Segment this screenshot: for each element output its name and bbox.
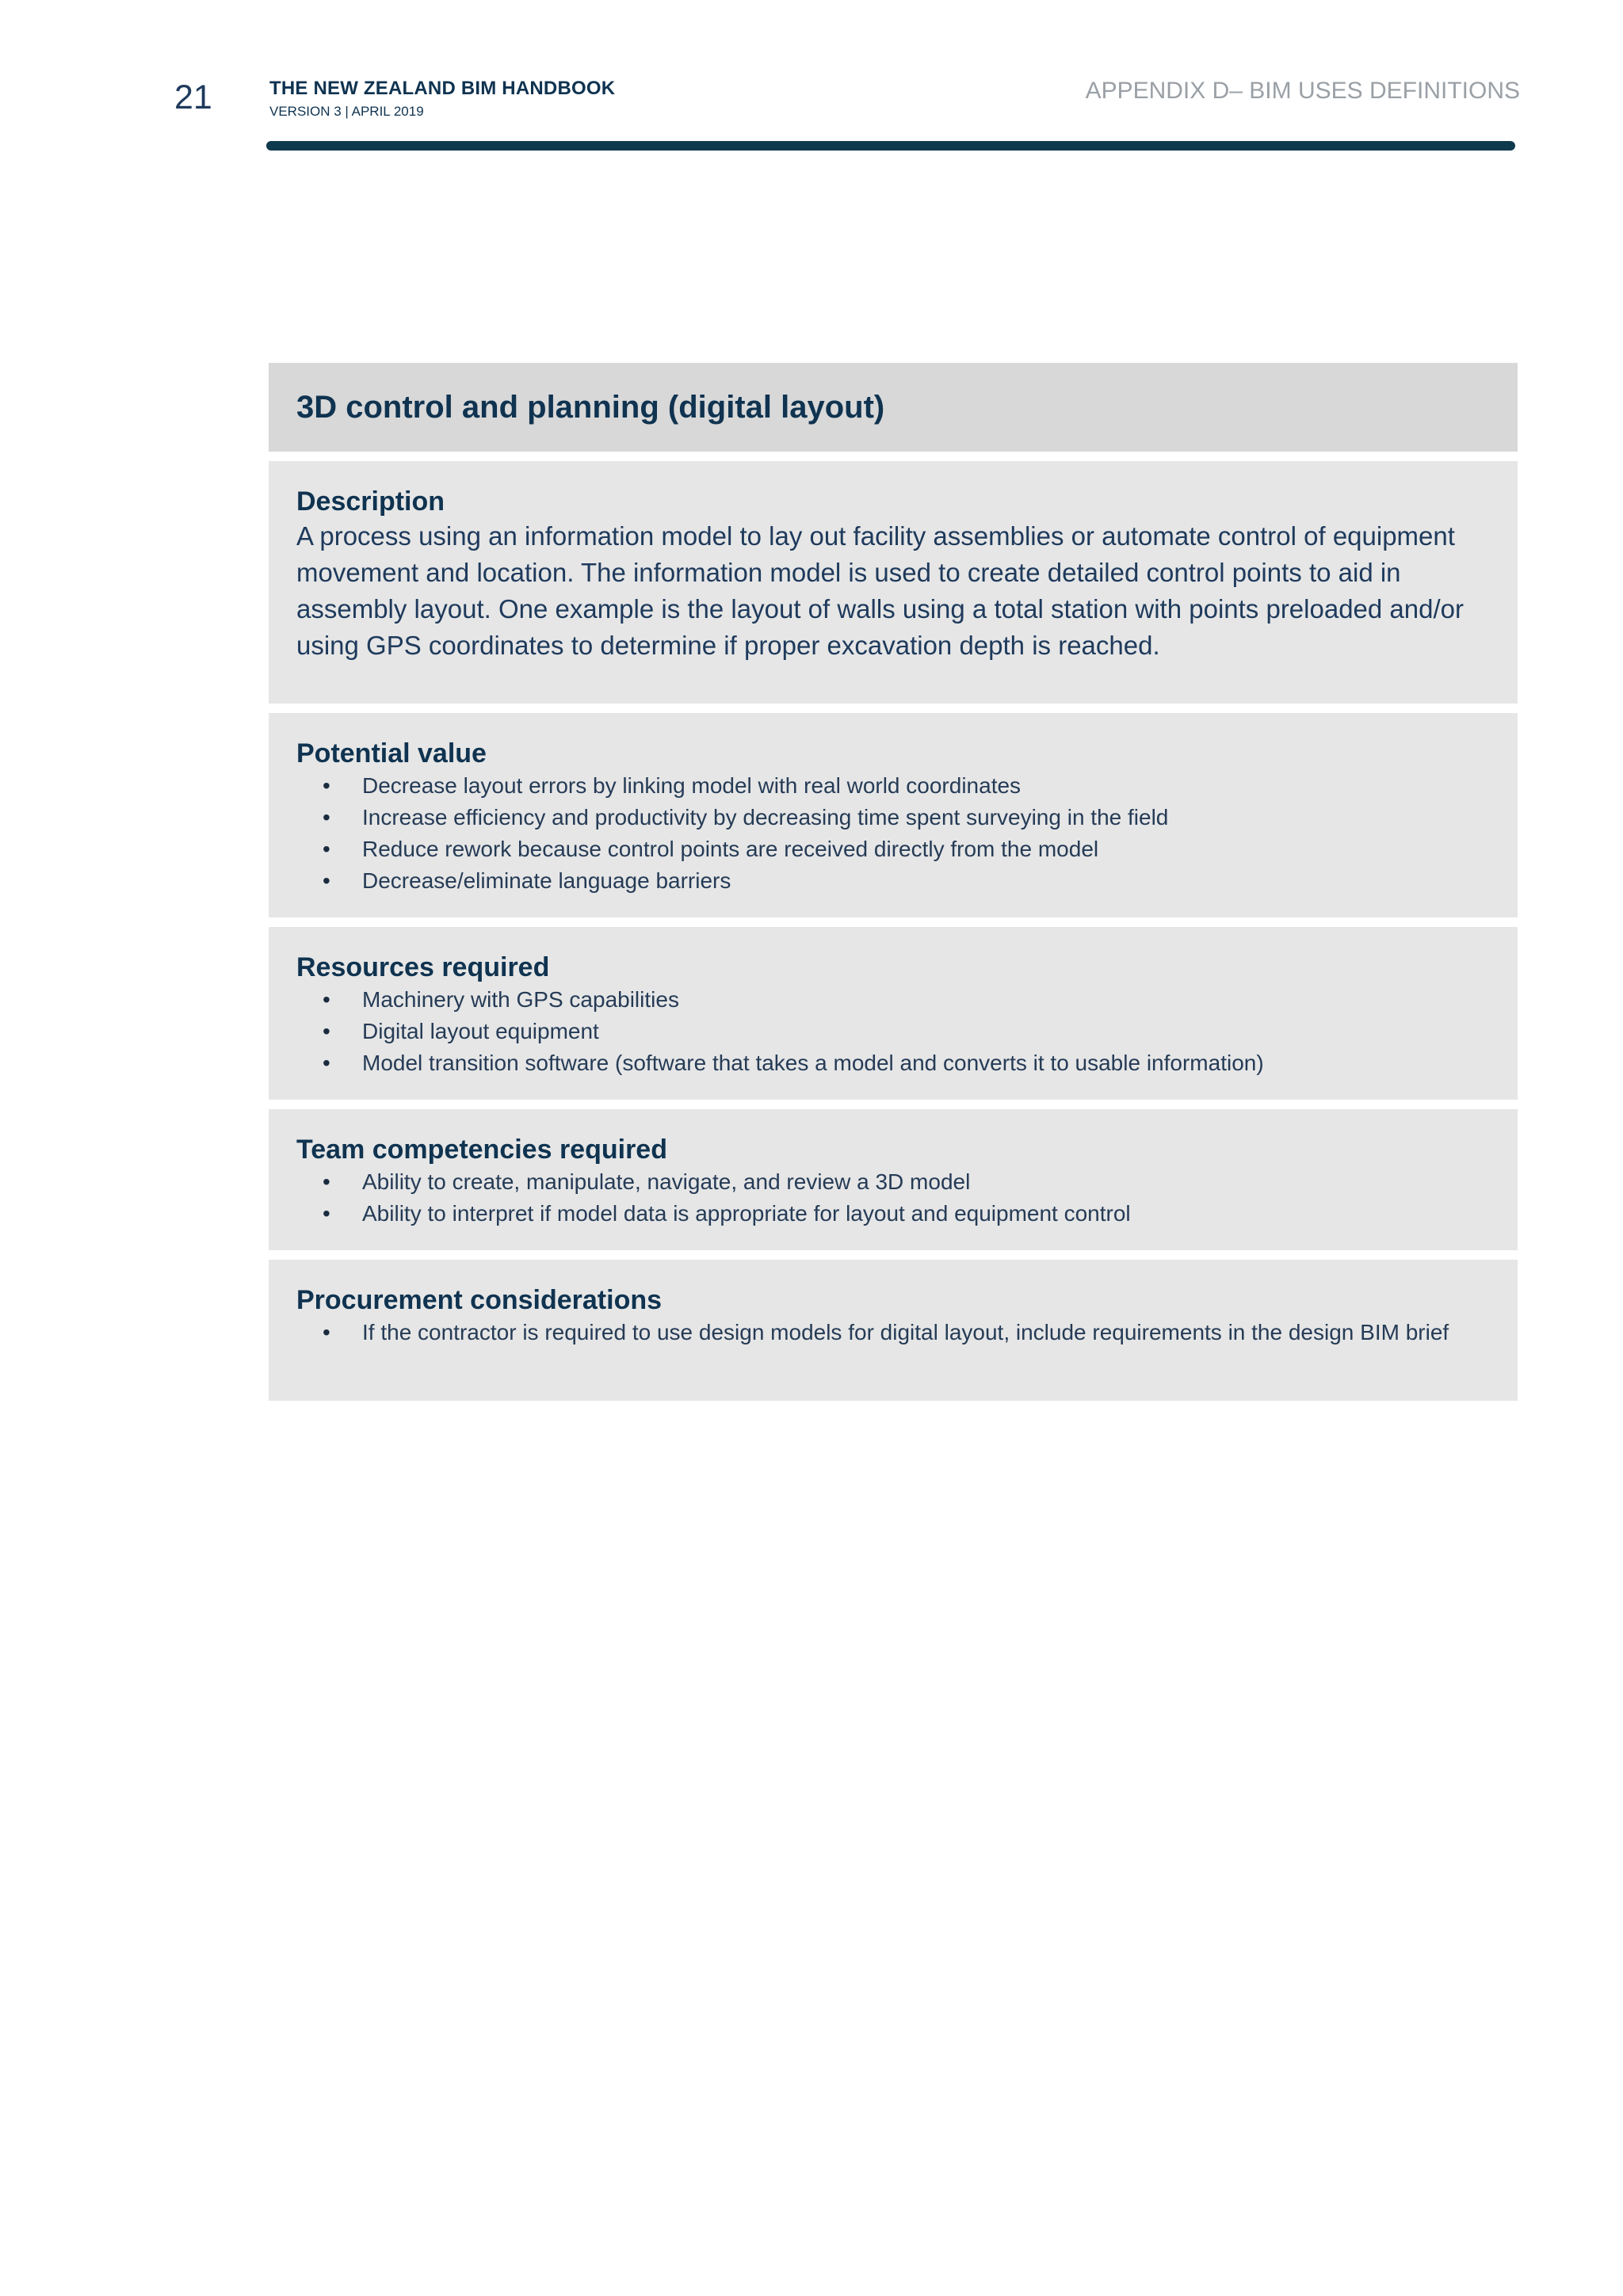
description-heading: Description: [296, 486, 445, 517]
list-item-text: Machinery with GPS capabilities: [362, 987, 679, 1012]
description-section: [269, 461, 1518, 704]
list-item-text: Digital layout equipment: [362, 1019, 599, 1043]
list-item: [296, 770, 1490, 802]
team-competencies-list: [296, 1166, 1490, 1230]
list-item-text: Reduce rework because control points are received directly from the model: [362, 837, 1099, 861]
list-item: [296, 1317, 1490, 1348]
bullet-icon: •: [323, 1019, 330, 1043]
list-item-text: Decrease layout errors by linking model with real world coordinates: [362, 773, 1022, 798]
potential-value-section: [269, 713, 1518, 917]
bullet-icon: •: [323, 773, 330, 798]
list-item-text: Decrease/eliminate language barriers: [362, 868, 731, 893]
document-title: THE NEW ZEALAND BIM HANDBOOK: [269, 78, 616, 99]
team-competencies-heading: Team competencies required: [296, 1135, 667, 1165]
bullet-icon: •: [323, 1051, 330, 1075]
description-text: A process using an information model to lay out facility assemblies or automate control of equipment movement and location. The information model is used to create detailed control points to aid in assembly layout. One example is the layout of walls using a total station with points preloaded and/or using GPS coordinates to determine if proper excavation depth is reached.: [296, 521, 1464, 660]
bim-use-title: 3D control and planning (digital layout): [296, 389, 885, 425]
list-item-text: Increase efficiency and productivity by decreasing time spent surveying in the field: [362, 805, 1169, 830]
resources-required-list: [296, 984, 1490, 1079]
page-number: 21: [174, 78, 212, 116]
bullet-icon: •: [323, 868, 330, 893]
list-item-text: Model transition software (software that takes a model and converts it to usable information): [362, 1051, 1264, 1075]
bullet-icon: •: [323, 1201, 330, 1226]
team-competencies-section: [269, 1109, 1518, 1250]
section-label: APPENDIX D– BIM USES DEFINITIONS: [1085, 78, 1520, 104]
list-item: [296, 802, 1490, 833]
document-version: VERSION 3 | APRIL 2019: [269, 104, 424, 119]
list-item: [296, 1198, 1490, 1230]
bullet-icon: •: [323, 1320, 330, 1344]
list-item: [296, 984, 1490, 1016]
list-item-text: If the contractor is required to use design models for digital layout, include requirements in the design BIM brief: [362, 1320, 1449, 1344]
list-item: [296, 1016, 1490, 1047]
procurement-heading: Procurement considerations: [296, 1285, 663, 1315]
list-item: [296, 1166, 1490, 1198]
procurement-section: [269, 1260, 1518, 1401]
bim-use-card: [269, 363, 1518, 1410]
title-box: [269, 363, 1518, 452]
list-item-text: Ability to interpret if model data is appropriate for layout and equipment control: [362, 1201, 1131, 1226]
list-item: [296, 833, 1490, 865]
list-item-text: Ability to create, manipulate, navigate, and review a 3D model: [362, 1169, 971, 1194]
list-item: [296, 1047, 1490, 1079]
procurement-list: [296, 1317, 1490, 1348]
potential-value-list: [296, 770, 1490, 897]
bullet-icon: •: [323, 805, 330, 830]
resources-required-heading: Resources required: [296, 952, 550, 982]
header-rule: [266, 141, 1515, 151]
list-item: [296, 865, 1490, 897]
resources-required-section: [269, 927, 1518, 1100]
bullet-icon: •: [323, 837, 330, 861]
potential-value-heading: Potential value: [296, 738, 487, 769]
bullet-icon: •: [323, 987, 330, 1012]
bullet-icon: •: [323, 1169, 330, 1194]
